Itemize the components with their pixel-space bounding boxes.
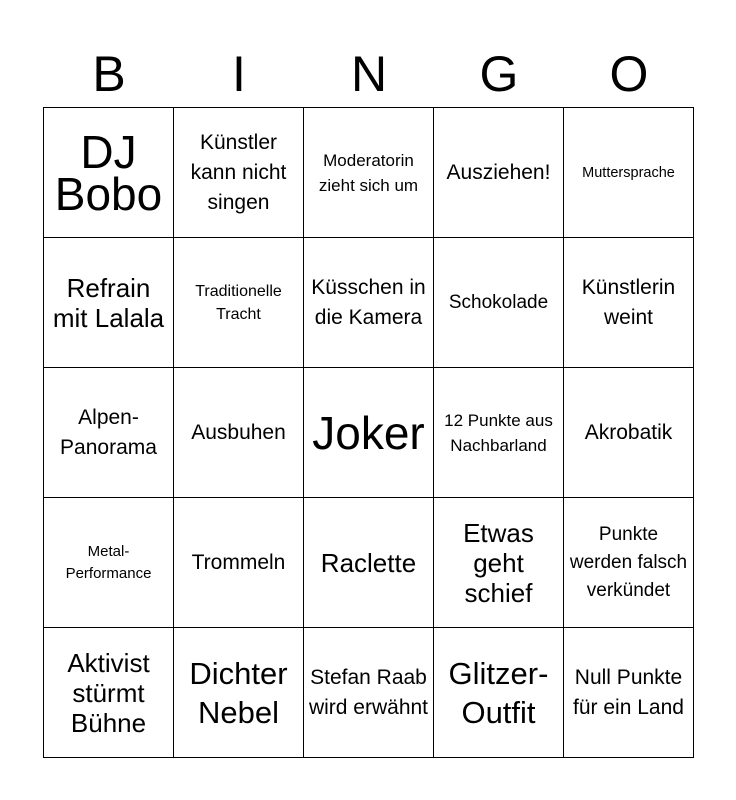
cell-label: Traditionelle Tracht: [195, 282, 282, 323]
cell-label: Muttersprache: [582, 164, 675, 181]
cell-label: 12 Punkte aus Nachbarland: [444, 410, 553, 455]
cell-label: Akrobatik: [584, 420, 673, 444]
bingo-cell[interactable]: [174, 238, 304, 368]
header-letter-o: O: [609, 46, 649, 102]
header-letter-b: B: [92, 46, 126, 102]
cell-label: Glitzer-Outfit: [448, 655, 549, 730]
header-letter-g: G: [479, 46, 519, 102]
cell-label: Ausbuhen: [191, 420, 286, 444]
cell-label: Künstlerin weint: [581, 275, 676, 329]
cell-label: Moderatorin zieht sich um: [318, 150, 419, 195]
bingo-cell[interactable]: [174, 628, 304, 758]
cell-label: Metal-Performance: [65, 542, 152, 582]
bingo-cell[interactable]: [304, 498, 434, 628]
bingo-cell[interactable]: [44, 628, 174, 758]
bingo-header: [44, 40, 694, 108]
cell-label: Alpen-Panorama: [60, 405, 157, 459]
bingo-cell[interactable]: [174, 498, 304, 628]
bingo-board: [43, 107, 694, 758]
cell-label: Künstler kann nicht singen: [190, 130, 287, 214]
cell-label: Ausziehen!: [446, 160, 551, 184]
cell-label: Stefan Raab wird erwähnt: [308, 665, 429, 719]
bingo-cell[interactable]: [434, 628, 564, 758]
bingo-cell[interactable]: [434, 498, 564, 628]
cell-label: Refrain mit Lalala: [52, 272, 165, 333]
bingo-cell[interactable]: [44, 108, 174, 238]
bingo-cell[interactable]: [564, 238, 694, 368]
bingo-cell[interactable]: [564, 108, 694, 238]
bingo-cell[interactable]: [434, 238, 564, 368]
bingo-cell[interactable]: [564, 368, 694, 498]
bingo-cell[interactable]: [564, 498, 694, 628]
cell-label: Schokolade: [448, 291, 549, 313]
cell-label: Dichter Nebel: [189, 655, 288, 730]
bingo-cell[interactable]: [174, 368, 304, 498]
bingo-cell[interactable]: [44, 498, 174, 628]
cell-label: Joker: [312, 406, 425, 459]
bingo-cell[interactable]: [304, 108, 434, 238]
bingo-cell[interactable]: [564, 628, 694, 758]
header-letter-i: I: [232, 46, 246, 102]
bingo-cell[interactable]: [44, 238, 174, 368]
cell-label: Trommeln: [191, 550, 286, 574]
cell-label: Null Punkte für ein Land: [573, 665, 684, 719]
bingo-cell-free[interactable]: [304, 368, 434, 498]
bingo-cell[interactable]: [304, 628, 434, 758]
bingo-cell[interactable]: [174, 108, 304, 238]
cell-label: Etwas geht schief: [463, 517, 534, 608]
bingo-cell[interactable]: [44, 368, 174, 498]
bingo-cell[interactable]: [434, 108, 564, 238]
bingo-cell[interactable]: [304, 238, 434, 368]
cell-label: DJ Bobo: [54, 125, 163, 220]
cell-label: Raclette: [320, 547, 417, 578]
header-letter-n: N: [350, 46, 388, 102]
cell-label: Küsschen in die Kamera: [311, 275, 426, 329]
cell-label: Aktivist stürmt Bühne: [67, 647, 150, 738]
cell-label: Punkte werden falsch verkündet: [569, 523, 688, 601]
bingo-cell[interactable]: [434, 368, 564, 498]
